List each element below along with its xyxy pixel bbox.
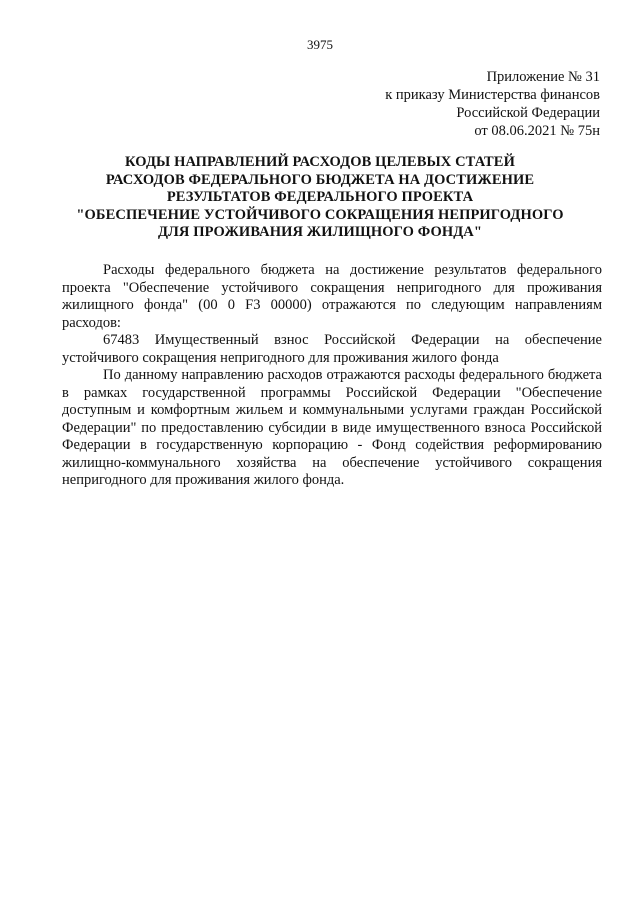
appendix-line: Приложение № 31 — [486, 69, 600, 85]
page-number: 3975 — [307, 37, 333, 52]
description-paragraph: По данному направлению расходов отражаются расходы федерального бюджета в рамках государственной программы Российской Федерации "Обеспечение доступным и комфортным жильем и коммунальными услугами граждан Российской Федерации" по предоставлению субсидии в виде имущественного взноса Российской Федерации в государственную корпорацию - Фонд содействия реформированию жилищно-коммунального хозяйства на обеспечение устойчивого сокращения непригодного для проживания жилого фонда. — [62, 367, 602, 488]
title-line: "ОБЕСПЕЧЕНИЕ УСТОЙЧИВОГО СОКРАЩЕНИЯ НЕПРИГОДНОГО — [76, 206, 564, 223]
appendix-line: Российской Федерации — [456, 105, 600, 121]
appendix-line: к приказу Министерства финансов — [385, 87, 600, 103]
title-line: РАСХОДОВ ФЕДЕРАЛЬНОГО БЮДЖЕТА НА ДОСТИЖЕНИЕ — [105, 171, 535, 188]
document-body — [62, 262, 602, 490]
intro-paragraph: Расходы федерального бюджета на достижение результатов федерального проекта "Обеспечение устойчивого сокращения непригодного для проживания жилищного фонда" (00 0 F3 00000) отражаются по следующим направлениям расходов: — [62, 262, 602, 331]
title-line: РЕЗУЛЬТАТОВ ФЕДЕРАЛЬНОГО ПРОЕКТА — [166, 189, 474, 205]
title-line: КОДЫ НАПРАВЛЕНИЙ РАСХОДОВ ЦЕЛЕВЫХ СТАТЕЙ — [125, 154, 515, 170]
title-line: ДЛЯ ПРОЖИВАНИЯ ЖИЛИЩНОГО ФОНДА" — [157, 224, 483, 240]
document-title — [40, 154, 600, 242]
appendix-reference — [385, 68, 600, 140]
code-entry-paragraph: 67483 Имущественный взнос Российской Федерации на обеспечение устойчивого сокращения непригодного для проживания жилого фонда — [62, 332, 602, 366]
appendix-line: от 08.06.2021 № 75н — [474, 123, 600, 139]
